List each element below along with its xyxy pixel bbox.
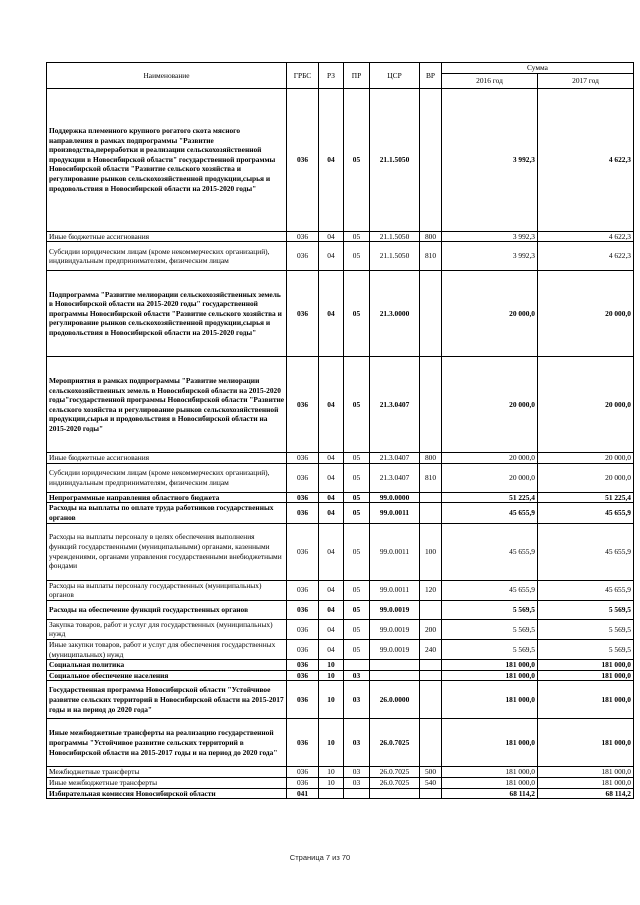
- cell-rz: [319, 788, 344, 799]
- cell-vr: [420, 88, 442, 231]
- cell-vr: 810: [420, 242, 442, 271]
- cell-2016: 20 000,0: [442, 463, 538, 492]
- cell-csr: 26.0.7025: [370, 777, 420, 788]
- budget-table: [46, 62, 634, 799]
- cell-2016: 181 000,0: [442, 681, 538, 719]
- cell-name: Расходы на выплаты персоналу в целях обеспечения выполнения функций государственными (муниципальными) органами, казенными учреждениями, органами управления государственными внебюджетными фондами: [47, 523, 287, 580]
- cell-grbs: 041: [287, 788, 319, 799]
- cell-name: Мероприятия в рамках подпрограммы "Развитие мелиорации сельскохозяйственных земель в Новосибирской области на 2015-2020 годы"государственной программы Новосибирской области "Развитие сельского хозяйства и регулирование рынков сельскохозяйственной продукции,сырья и продовольствия в Новосибирской области на 2015-2020 годы": [47, 357, 287, 453]
- cell-vr: [420, 660, 442, 671]
- header-name: Наименование: [47, 63, 287, 89]
- table-row: [47, 660, 634, 671]
- cell-name: Иные бюджетные ассигнования: [47, 453, 287, 464]
- cell-pr: 05: [344, 463, 370, 492]
- cell-name: Избирательная комиссия Новосибирской области: [47, 788, 287, 799]
- cell-2017: 20 000,0: [538, 271, 634, 357]
- cell-pr: 05: [344, 453, 370, 464]
- header-grbs: ГРБС: [287, 63, 319, 89]
- cell-rz: 04: [319, 242, 344, 271]
- table-row: [47, 492, 634, 503]
- cell-2016: 20 000,0: [442, 271, 538, 357]
- cell-2017: 4 622,3: [538, 231, 634, 242]
- cell-name: Закупка товаров, работ и услуг для государственных (муниципальных) нужд: [47, 619, 287, 639]
- cell-vr: 800: [420, 231, 442, 242]
- cell-pr: 03: [344, 681, 370, 719]
- cell-rz: 10: [319, 660, 344, 671]
- cell-2016: 20 000,0: [442, 357, 538, 453]
- cell-csr: 99.0.0011: [370, 523, 420, 580]
- cell-grbs: 036: [287, 523, 319, 580]
- cell-2016: 3 992,3: [442, 88, 538, 231]
- header-csr: ЦСР: [370, 63, 420, 89]
- table-row: [47, 600, 634, 619]
- cell-2016: 181 000,0: [442, 670, 538, 681]
- cell-csr: 21.1.5050: [370, 242, 420, 271]
- cell-vr: 800: [420, 453, 442, 464]
- cell-name: Иные бюджетные ассигнования: [47, 231, 287, 242]
- table-row: [47, 357, 634, 453]
- cell-pr: 05: [344, 492, 370, 503]
- cell-rz: 10: [319, 767, 344, 778]
- cell-grbs: 036: [287, 231, 319, 242]
- cell-2016: 3 992,3: [442, 231, 538, 242]
- cell-csr: 21.3.0000: [370, 271, 420, 357]
- cell-vr: 810: [420, 463, 442, 492]
- table-row: [47, 681, 634, 719]
- cell-name: Иные межбюджетные трансферты на реализацию государственной программы "Устойчивое развитие сельских территорий в Новосибирской области на 2015-2017 годы и на период до 2020 года": [47, 719, 287, 767]
- cell-2017: 45 655,9: [538, 523, 634, 580]
- header-sum: Сумма: [442, 63, 634, 74]
- cell-pr: 05: [344, 242, 370, 271]
- cell-vr: [420, 788, 442, 799]
- table-row: [47, 463, 634, 492]
- cell-grbs: 036: [287, 660, 319, 671]
- cell-csr: 26.0.7025: [370, 767, 420, 778]
- cell-pr: 05: [344, 231, 370, 242]
- header-pr: ПР: [344, 63, 370, 89]
- cell-csr: [370, 788, 420, 799]
- cell-name: Расходы на выплаты персоналу государственных (муниципальных) органов: [47, 580, 287, 600]
- cell-csr: [370, 660, 420, 671]
- cell-rz: 04: [319, 463, 344, 492]
- cell-name: Субсидии юридическим лицам (кроме некоммерческих организаций), индивидуальным предпринимателям, физическим лицам: [47, 242, 287, 271]
- cell-pr: 05: [344, 271, 370, 357]
- cell-2017: 45 655,9: [538, 580, 634, 600]
- cell-vr: 500: [420, 767, 442, 778]
- table-row: [47, 88, 634, 231]
- cell-2017: 181 000,0: [538, 660, 634, 671]
- table-row: [47, 670, 634, 681]
- cell-vr: 120: [420, 580, 442, 600]
- cell-2017: 181 000,0: [538, 670, 634, 681]
- cell-rz: 10: [319, 681, 344, 719]
- cell-vr: [420, 492, 442, 503]
- cell-2016: 5 569,5: [442, 639, 538, 659]
- cell-grbs: 036: [287, 719, 319, 767]
- cell-csr: 99.0.0019: [370, 639, 420, 659]
- cell-2017: 20 000,0: [538, 357, 634, 453]
- cell-2017: 20 000,0: [538, 453, 634, 464]
- table-row: [47, 580, 634, 600]
- cell-grbs: 036: [287, 580, 319, 600]
- cell-csr: 21.3.0407: [370, 463, 420, 492]
- cell-vr: 240: [420, 639, 442, 659]
- cell-csr: 99.0.0011: [370, 503, 420, 523]
- table-row: [47, 788, 634, 799]
- cell-grbs: 036: [287, 777, 319, 788]
- cell-rz: 10: [319, 719, 344, 767]
- table-row: [47, 271, 634, 357]
- cell-rz: 10: [319, 777, 344, 788]
- cell-rz: 04: [319, 580, 344, 600]
- page-number: Страница 7 из 70: [289, 853, 351, 862]
- cell-pr: 05: [344, 600, 370, 619]
- cell-name: Иные межбюджетные трансферты: [47, 777, 287, 788]
- cell-rz: 04: [319, 523, 344, 580]
- table-row: [47, 242, 634, 271]
- table-row: [47, 767, 634, 778]
- cell-2016: 45 655,9: [442, 503, 538, 523]
- cell-grbs: 036: [287, 639, 319, 659]
- cell-2017: 20 000,0: [538, 463, 634, 492]
- cell-rz: 04: [319, 619, 344, 639]
- cell-grbs: 036: [287, 503, 319, 523]
- cell-csr: 21.1.5050: [370, 88, 420, 231]
- cell-2016: 5 569,5: [442, 619, 538, 639]
- cell-vr: 200: [420, 619, 442, 639]
- cell-2017: 51 225,4: [538, 492, 634, 503]
- table-row: [47, 719, 634, 767]
- table-row: [47, 619, 634, 639]
- table-row: [47, 523, 634, 580]
- cell-pr: 05: [344, 639, 370, 659]
- cell-vr: [420, 271, 442, 357]
- cell-pr: [344, 788, 370, 799]
- cell-name: Социальная политика: [47, 660, 287, 671]
- cell-pr: 05: [344, 580, 370, 600]
- cell-2017: 68 114,2: [538, 788, 634, 799]
- cell-2017: 45 655,9: [538, 503, 634, 523]
- cell-name: Социальное обеспечение населения: [47, 670, 287, 681]
- table-row: [47, 503, 634, 523]
- table-row: [47, 231, 634, 242]
- cell-rz: 04: [319, 231, 344, 242]
- cell-pr: [344, 660, 370, 671]
- cell-2016: 181 000,0: [442, 777, 538, 788]
- cell-pr: 05: [344, 88, 370, 231]
- cell-vr: [420, 503, 442, 523]
- cell-csr: 21.3.0407: [370, 453, 420, 464]
- cell-rz: 10: [319, 670, 344, 681]
- cell-pr: 05: [344, 357, 370, 453]
- cell-name: Субсидии юридическим лицам (кроме некоммерческих организаций), индивидуальным предпринимателям, физическим лицам: [47, 463, 287, 492]
- cell-name: Расходы на обеспечение функций государственных органов: [47, 600, 287, 619]
- cell-grbs: 036: [287, 271, 319, 357]
- header-2016: 2016 год: [442, 73, 538, 88]
- cell-grbs: 036: [287, 88, 319, 231]
- cell-csr: 21.1.5050: [370, 231, 420, 242]
- cell-name: Расходы на выплаты по оплате труда работников государственных органов: [47, 503, 287, 523]
- cell-pr: 03: [344, 767, 370, 778]
- header-vr: ВР: [420, 63, 442, 89]
- cell-pr: 03: [344, 670, 370, 681]
- header-2017: 2017 год: [538, 73, 634, 88]
- cell-csr: 99.0.0000: [370, 492, 420, 503]
- cell-2016: 181 000,0: [442, 719, 538, 767]
- cell-csr: 99.0.0019: [370, 619, 420, 639]
- cell-pr: 03: [344, 719, 370, 767]
- cell-csr: 99.0.0011: [370, 580, 420, 600]
- cell-name: Межбюджетные трансферты: [47, 767, 287, 778]
- table-row: [47, 453, 634, 464]
- cell-vr: 540: [420, 777, 442, 788]
- table-row: [47, 777, 634, 788]
- cell-vr: [420, 670, 442, 681]
- cell-2017: 4 622,3: [538, 88, 634, 231]
- cell-2017: 5 569,5: [538, 600, 634, 619]
- cell-rz: 04: [319, 453, 344, 464]
- cell-rz: 04: [319, 639, 344, 659]
- cell-2017: 5 569,5: [538, 639, 634, 659]
- cell-2016: 68 114,2: [442, 788, 538, 799]
- cell-name: Подпрограмма "Развитие мелиорации сельскохозяйственных земель в Новосибирской области на 2015-2020 годы" государственной программы Новосибирской области "Развитие сельского хозяйства и регулирование рынков сельскохозяйственной продукции,сырья и продовольствия в Новосибирской области на 2015-2020 годы": [47, 271, 287, 357]
- cell-rz: 04: [319, 357, 344, 453]
- header-rz: РЗ: [319, 63, 344, 89]
- table-body: [47, 88, 634, 799]
- cell-2016: 181 000,0: [442, 660, 538, 671]
- cell-pr: 05: [344, 619, 370, 639]
- cell-name: Государственная программа Новосибирской области "Устойчивое развитие сельских территорий в Новосибирской области на 2015-2017 годы и на период до 2020 года": [47, 681, 287, 719]
- cell-vr: 100: [420, 523, 442, 580]
- cell-csr: 26.0.7025: [370, 719, 420, 767]
- cell-csr: 99.0.0019: [370, 600, 420, 619]
- cell-2016: 45 655,9: [442, 523, 538, 580]
- cell-grbs: 036: [287, 670, 319, 681]
- cell-name: Поддержка племенного крупного рогатого скота мясного направления в рамках подпрограммы "Развитие производства,переработки и реализации сельскохозяйственной продукции в Новосибирской области" государственной программы Новосибирской области "Развитие сельского хозяйства и регулирование рынков сельскохозяйственной продукции,сырья и продовольствия в Новосибирской области на 2015-2020 годы": [47, 88, 287, 231]
- cell-rz: 04: [319, 271, 344, 357]
- budget-document: [46, 62, 633, 799]
- cell-grbs: 036: [287, 619, 319, 639]
- cell-2016: 20 000,0: [442, 453, 538, 464]
- cell-rz: 04: [319, 503, 344, 523]
- cell-rz: 04: [319, 492, 344, 503]
- cell-pr: 05: [344, 523, 370, 580]
- cell-pr: 03: [344, 777, 370, 788]
- cell-name: Иные закупки товаров, работ и услуг для обеспечения государственных (муниципальных) нужд: [47, 639, 287, 659]
- cell-2016: 181 000,0: [442, 767, 538, 778]
- table-row: [47, 639, 634, 659]
- cell-grbs: 036: [287, 492, 319, 503]
- cell-vr: [420, 719, 442, 767]
- cell-2016: 5 569,5: [442, 600, 538, 619]
- cell-grbs: 036: [287, 357, 319, 453]
- cell-vr: [420, 681, 442, 719]
- cell-grbs: 036: [287, 463, 319, 492]
- cell-2016: 3 992,3: [442, 242, 538, 271]
- cell-grbs: 036: [287, 767, 319, 778]
- cell-vr: [420, 357, 442, 453]
- cell-rz: 04: [319, 88, 344, 231]
- cell-2017: 181 000,0: [538, 767, 634, 778]
- cell-2017: 181 000,0: [538, 719, 634, 767]
- cell-rz: 04: [319, 600, 344, 619]
- cell-csr: [370, 670, 420, 681]
- cell-pr: 05: [344, 503, 370, 523]
- cell-grbs: 036: [287, 453, 319, 464]
- cell-2016: 51 225,4: [442, 492, 538, 503]
- cell-csr: 21.3.0407: [370, 357, 420, 453]
- cell-grbs: 036: [287, 242, 319, 271]
- cell-grbs: 036: [287, 600, 319, 619]
- cell-2017: 4 622,3: [538, 242, 634, 271]
- cell-2017: 5 569,5: [538, 619, 634, 639]
- cell-grbs: 036: [287, 681, 319, 719]
- cell-csr: 26.0.0000: [370, 681, 420, 719]
- cell-2016: 45 655,9: [442, 580, 538, 600]
- cell-name: Непрограммные направления областного бюджета: [47, 492, 287, 503]
- cell-2017: 181 000,0: [538, 681, 634, 719]
- cell-2017: 181 000,0: [538, 777, 634, 788]
- cell-vr: [420, 600, 442, 619]
